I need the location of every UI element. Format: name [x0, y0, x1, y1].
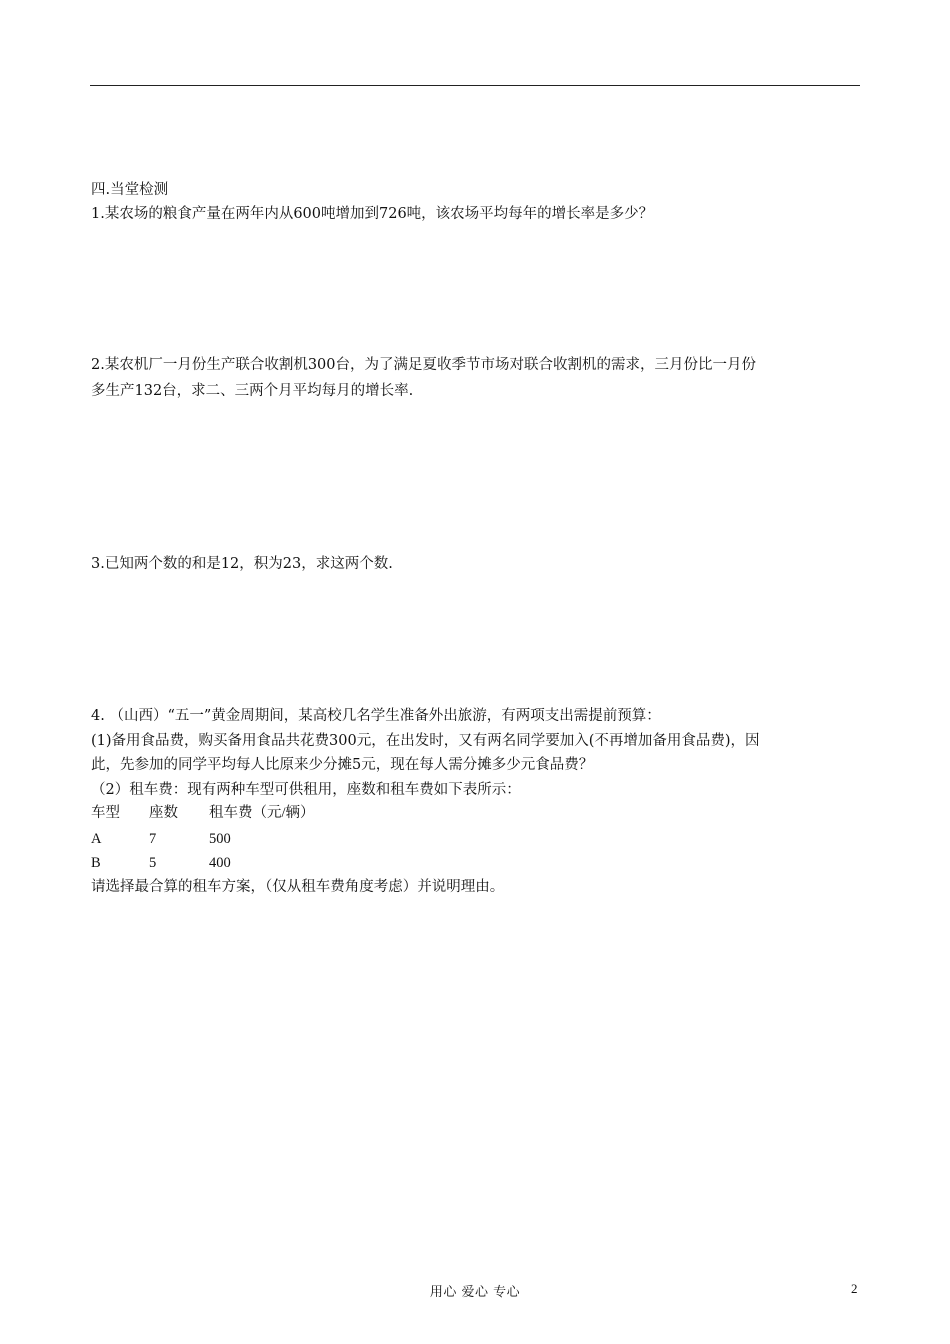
footer-motto: 用心 爱心 专心	[429, 1285, 521, 1300]
question-2-line-1: 2.某农机厂一月份生产联合收割机300台，为了满足夏收季节市场对联合收割机的需求，三月份比一月份	[91, 357, 757, 373]
section-title: 四.当堂检测	[91, 182, 169, 198]
question-4-intro: 4. （山西）“五一”黄金周期间，某高校几名学生准备外出旅游，有两项支出需提前预算：	[91, 708, 661, 724]
table-cell: A	[91, 831, 102, 847]
table-cell: 7	[149, 831, 157, 847]
rental-table-header	[91, 803, 491, 823]
table-header-cell: 租车费（元/辆）	[209, 805, 315, 821]
table-cell: 5	[149, 855, 157, 871]
table-cell: 400	[209, 855, 231, 871]
table-header-cell: 车型	[91, 805, 120, 821]
table-row	[91, 829, 491, 849]
question-1: 1.某农场的粮食产量在两年内从600吨增加到726吨，该农场平均每年的增长率是多少？	[91, 206, 654, 222]
table-cell: 500	[209, 831, 231, 847]
table-header-cell: 座数	[149, 805, 178, 821]
question-4-part-2: （2）租车费：现有两种车型可供租用，座数和租车费如下表所示：	[91, 782, 521, 798]
question-3: 3.已知两个数的和是12，积为23，求这两个数.	[91, 556, 393, 572]
question-2-line-2: 多生产132台，求二、三两个月平均每月的增长率.	[91, 383, 414, 399]
table-row	[91, 853, 491, 873]
question-4-part-1-line-1: (1)备用食品费，购买备用食品共花费300元，在出发时，又有两名同学要加入(不再增加备用食品费)，因	[91, 733, 760, 749]
table-cell: B	[91, 855, 101, 871]
header-rule	[90, 85, 860, 86]
page-number: 2	[851, 1281, 858, 1296]
question-4-closing: 请选择最合算的租车方案，（仅从租车费角度考虑）并说明理由。	[91, 879, 505, 895]
question-4-part-1-line-2: 此，先参加的同学平均每人比原来少分摊5元，现在每人需分摊多少元食品费？	[91, 757, 594, 773]
